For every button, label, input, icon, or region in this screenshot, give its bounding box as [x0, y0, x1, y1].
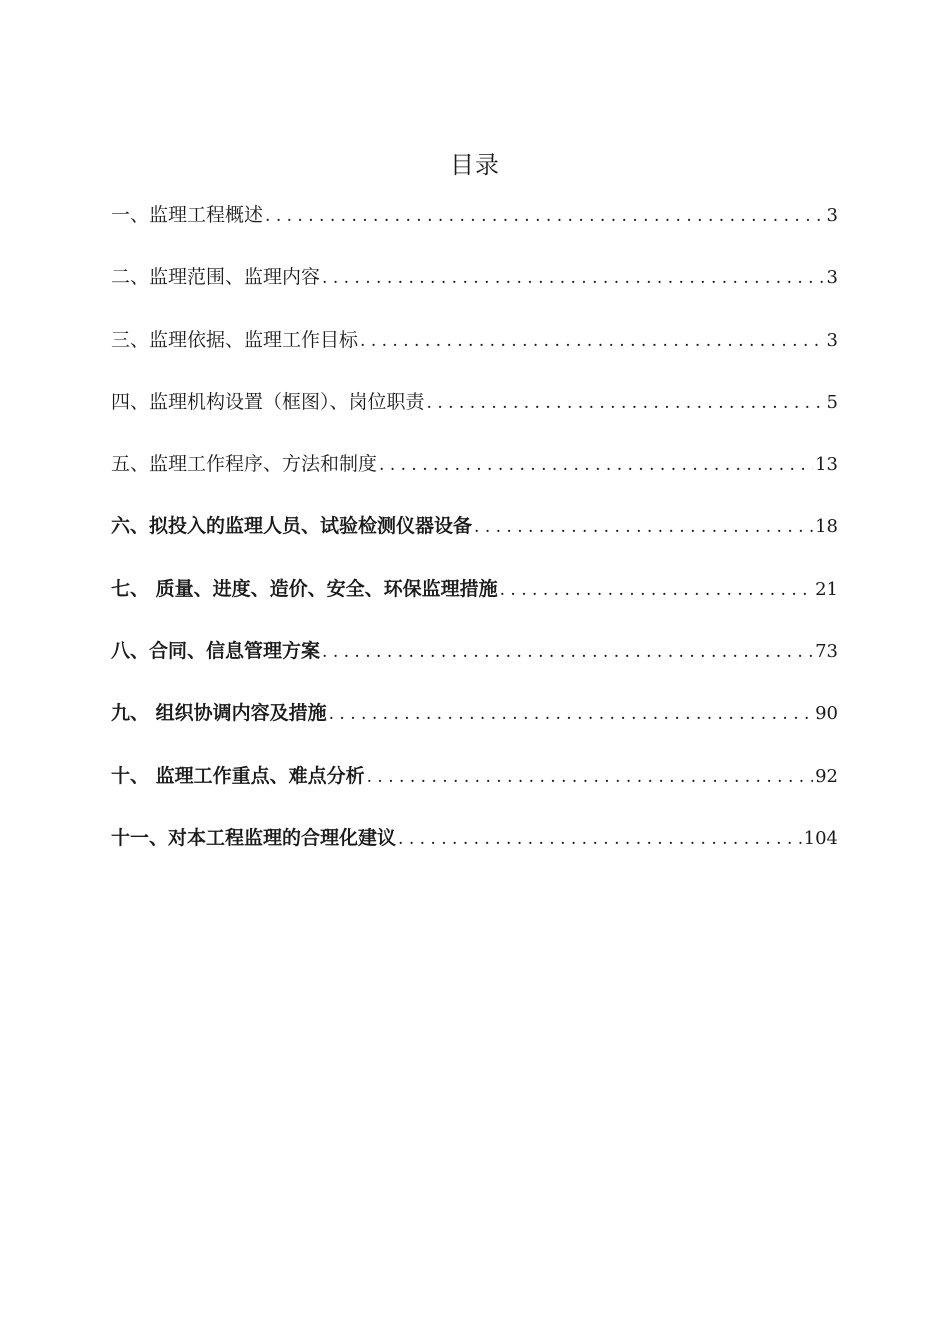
page-title: 目录 [450, 151, 500, 179]
toc-entry-label: 八、合同、信息管理方案 [111, 640, 321, 663]
toc-entry-page: 92 [815, 765, 838, 787]
toc-entry-page: 21 [815, 578, 838, 600]
toc-entry[interactable] [111, 826, 838, 897]
toc-entry-label: 十一、对本工程监理的合理化建议 [111, 826, 397, 849]
toc-entry-label: 五、监理工作程序、方法和制度 [111, 453, 378, 476]
toc-entry-page: 90 [815, 703, 838, 725]
toc-entry-label: 十、 监理工作重点、难点分析 [111, 764, 365, 787]
toc-dot-leader [358, 328, 825, 354]
toc-entry-page: 3 [826, 267, 838, 289]
toc-entry-label: 一、监理工程概述 [111, 204, 264, 226]
toc-entry-label: 九、 组织协调内容及措施 [111, 702, 327, 725]
toc-entry-page: 18 [815, 516, 838, 538]
toc-dot-leader [498, 577, 813, 603]
table-of-contents [111, 204, 838, 897]
toc-entry-page: 73 [815, 641, 838, 663]
toc-entry-label: 二、监理范围、监理内容 [111, 266, 321, 289]
toc-entry-page: 13 [815, 454, 838, 476]
toc-dot-leader [425, 390, 825, 416]
toc-entry-page: 3 [826, 329, 838, 351]
toc-dot-leader [263, 203, 825, 229]
toc-entry-page: 104 [803, 827, 838, 849]
toc-dot-leader [472, 514, 813, 540]
toc-dot-leader [396, 826, 802, 852]
toc-entry-page: 5 [826, 391, 838, 413]
toc-entry-label: 四、监理机构设置（框图）、岗位职责 [111, 390, 425, 413]
toc-entry-label: 六、拟投入的监理人员、试验检测仪器设备 [111, 515, 473, 538]
toc-dot-leader [320, 639, 813, 665]
toc-dot-leader [377, 452, 813, 478]
toc-dot-leader [327, 701, 813, 727]
toc-dot-leader [365, 764, 813, 790]
toc-dot-leader [320, 265, 825, 291]
toc-entry-label: 七、 质量、进度、造价、安全、环保监理措施 [111, 577, 498, 600]
toc-entry-label: 三、监理依据、监理工作目标 [111, 328, 359, 351]
toc-entry-page: 3 [826, 205, 838, 226]
